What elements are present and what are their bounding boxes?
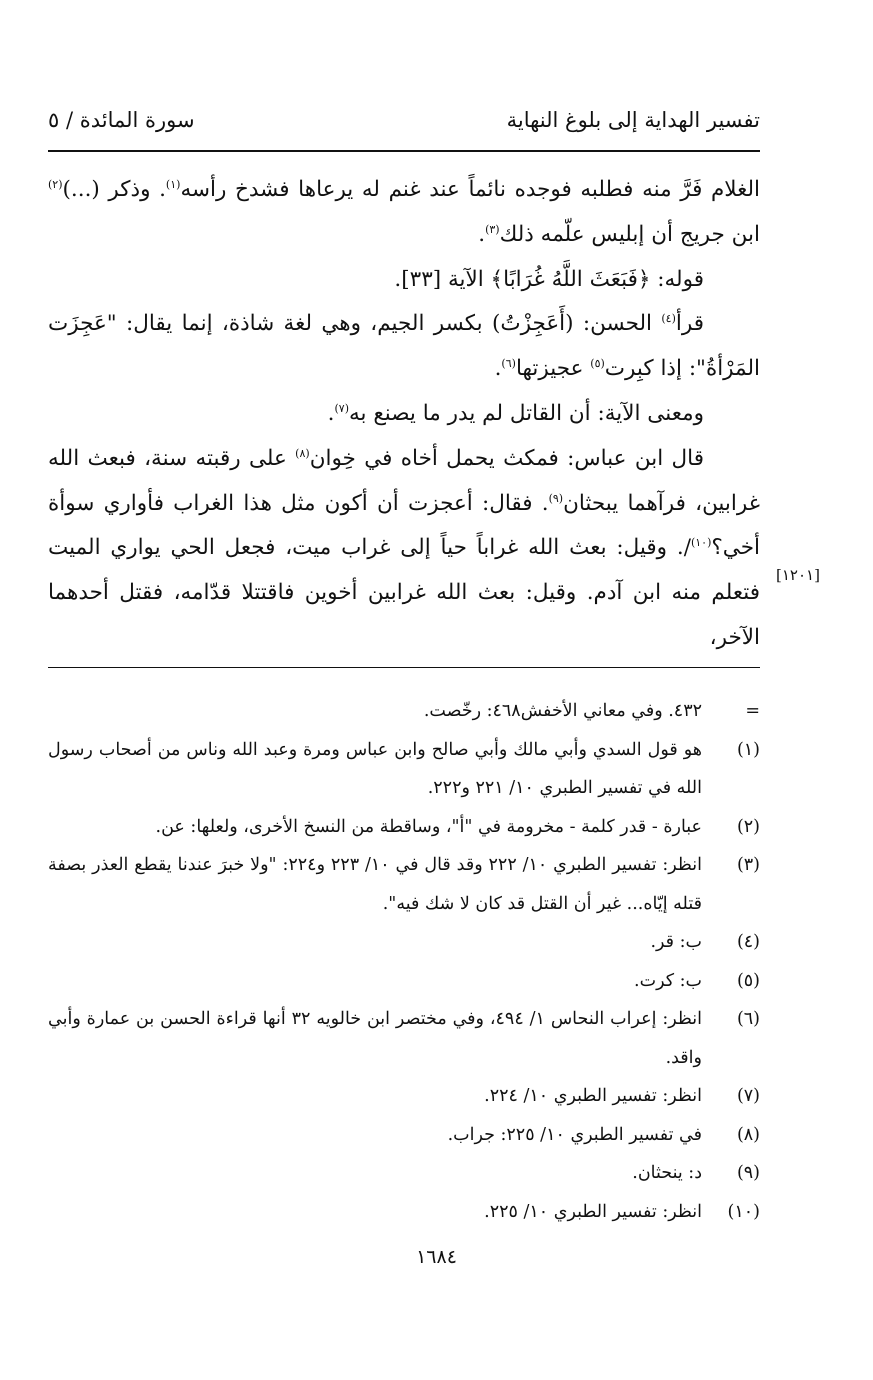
paragraph-2: قوله: ﴿فَبَعَثَ اللَّهُ غُرَابًا﴾ الآية [٣٣]. [394, 266, 704, 292]
running-header [48, 108, 760, 142]
footnote-item [48, 808, 760, 847]
page-number: ١٦٨٤ [416, 1246, 457, 1268]
footnote-ref[interactable]: (٨) [295, 446, 310, 460]
footnote-separator [48, 667, 760, 668]
footnote-text: عبارة - قدر كلمة - مخرومة في "أ"، وساقطة من النسخ الأخرى، ولعلها: عن. [155, 816, 702, 837]
footnote-text: د: ينحثان. [632, 1163, 702, 1183]
paragraph-3: قرأ$^{(٤)}$ الحسن: (أَعَجِزْتُ) بكسر الجيم، وهي لغة شاذة، إنما يقال: "عَجِزَت المَرْأةُ": إذا كبِرت$^{(٥)}$ عجيزتها$^{(٦)}$. [48, 311, 760, 382]
header-rule [48, 150, 760, 152]
footnote-text: ٤٣٢. وفي معاني الأخفش٤٦٨: رخّصت. [423, 701, 702, 721]
footnote-text: في تفسير الطبري ١٠/ ٢٢٥: جراب. [447, 1124, 702, 1145]
footnote-number: (٤) [736, 932, 760, 952]
footnote-number: (٦) [736, 1009, 760, 1029]
footnotes [48, 692, 760, 1231]
footnote-text: انظر: إعراب النحاس ١/ ٤٩٤، وفي مختصر ابن خالويه ٣٢ أنها قراءة الحسن بن عمارة وأبي واقد. [48, 1009, 702, 1068]
book-title: تفسير الهداية إلى بلوغ النهاية [506, 108, 760, 132]
footnote-ref[interactable]: (٩) [548, 491, 564, 505]
footnote-ref[interactable]: (٧) [334, 401, 350, 415]
footnote-item [48, 1116, 760, 1155]
footnote-text: انظر: تفسير الطبري ١٠/ ٢٢٥. [484, 1201, 702, 1222]
footnote-item [48, 1000, 760, 1077]
footnote-text: انظر: تفسير الطبري ١٠/ ٢٢٢ وقد قال في ١٠/ ٢٢٣ و٢٢٤: "ولا خبرَ عندنا يقطع العذر بصفة قتله إيّاه... غير أن القتل قد كان لا شك فيه". [48, 855, 702, 914]
footnote-item [48, 692, 760, 731]
footnote-item [48, 1154, 760, 1193]
manuscript-folio-marker: [١٢٠١] [776, 566, 820, 584]
footnote-item [48, 731, 760, 808]
footnote-ref[interactable]: (٥) [590, 357, 605, 371]
footnote-item [48, 962, 760, 1001]
footnote-ref[interactable]: (١٠) [690, 536, 712, 550]
footnote-item [48, 923, 760, 962]
footnote-text: هو قول السدي وأبي مالك وأبي صالح وابن عباس ومرة وعبد الله وناس من أصحاب رسول الله في تفسير الطبري ١٠/ ٢٢١ و٢٢٢. [48, 739, 702, 798]
main-text [48, 168, 760, 661]
paragraph-5: قال ابن عباس: فمكث يحمل أخاه في خِوان$^{(٨)}$ على رقبته سنة، فبعث الله غرابين، فرآهما يبحثان$^{(٩)}$. فقال: أعجزت أن أكون مثل هذا الغراب فأواري سوأة أخي؟$^{(١٠)}$/. وقيل: بعث الله غراباً حياً إلى غراب ميت، فجعل الحي يواري الميت فتعلم منه ابن آدم. وقيل: بعث الله غرابين أخوين فاقتتلا قدّامه، فقتل أحدهما الآخر، [48, 445, 760, 650]
footnote-item [48, 1077, 760, 1116]
footnote-number: (٢) [736, 816, 760, 837]
footnote-number: (١٠) [727, 1201, 760, 1222]
footnote-number: (٥) [736, 970, 760, 991]
footnote-ref[interactable]: (٦) [501, 357, 516, 371]
footnote-text: انظر: تفسير الطبري ١٠/ ٢٢٤. [484, 1086, 702, 1106]
footnote-number: (٧) [736, 1086, 760, 1106]
surah-label: سورة المائدة / ٥ [48, 108, 195, 132]
paragraph-4: ومعنى الآية: أن القاتل لم يدر ما يصنع به$^{(٧)}$. [327, 400, 704, 426]
footnote-item [48, 1193, 760, 1232]
footnote-ref[interactable]: (٢) [48, 177, 63, 191]
footnote-text: ب: قر. [650, 932, 702, 952]
footnote-text: ب: كرت. [634, 970, 702, 991]
footnote-number: (٣) [736, 855, 760, 875]
footnote-ref[interactable]: (٤) [661, 312, 676, 326]
footnote-number: = [745, 701, 760, 721]
footnote-number: (٩) [736, 1163, 760, 1183]
footnote-ref[interactable]: (٣) [485, 222, 500, 236]
footnote-item [48, 846, 760, 923]
footnote-number: (٨) [736, 1124, 760, 1145]
footnote-ref[interactable]: (١) [165, 177, 181, 191]
paragraph-1: الغلام فَرَّ منه فطلبه فوجده نائماً عند غنم له يرعاها فشدخ رأسه$^{(١)}$. وذكر (...)$^{(٢)}$ ابن جريج أن إبليس علّمه ذلك$^{(٣)}$. [48, 177, 760, 247]
footnote-number: (١) [736, 739, 760, 760]
